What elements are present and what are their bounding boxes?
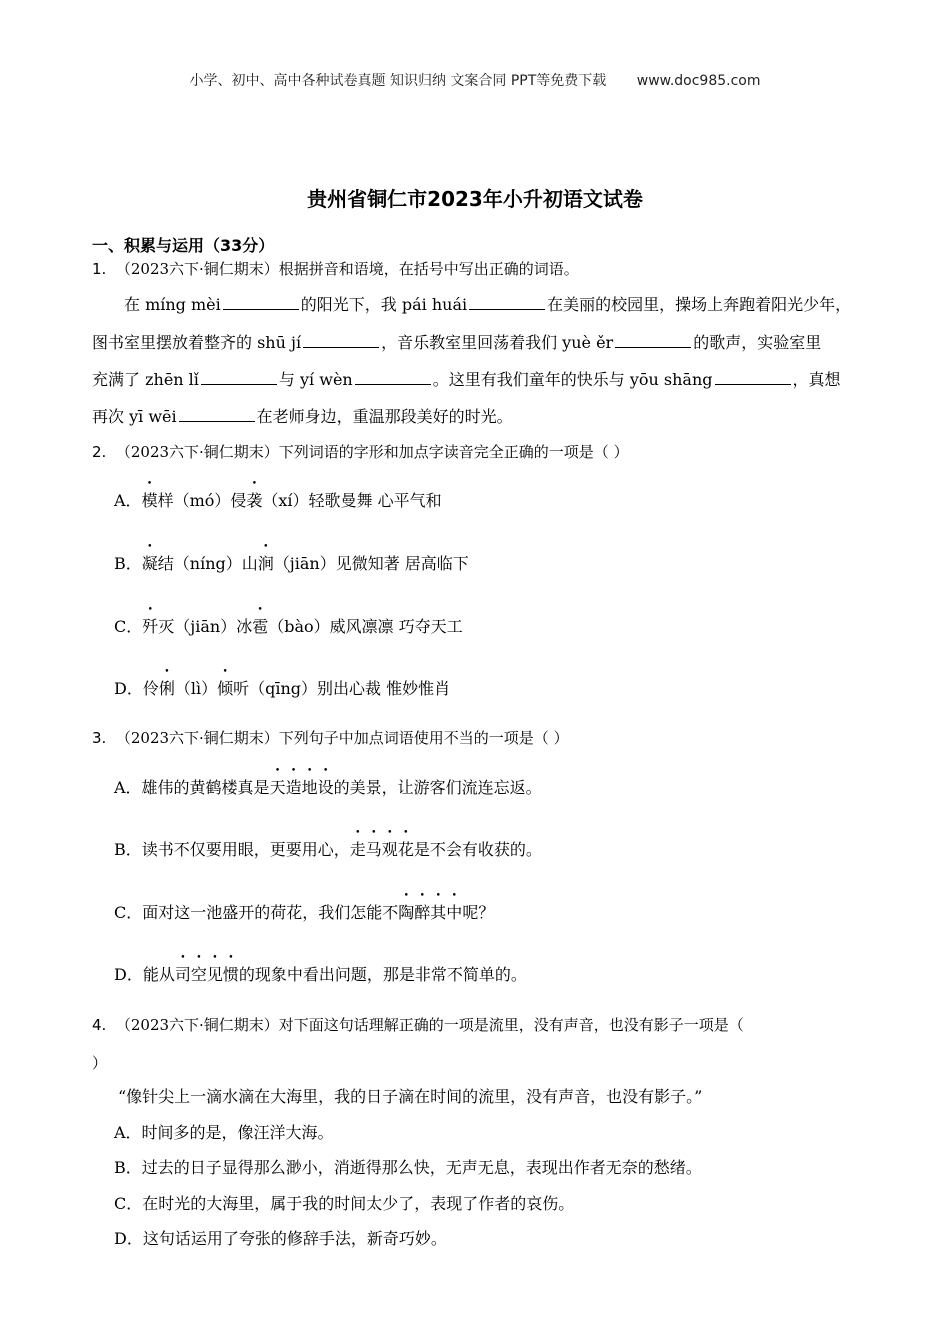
q1-text: 的歌声，实验室里 <box>693 333 822 352</box>
answer-blank[interactable] <box>715 370 791 385</box>
dotted-char: 司 <box>174 965 191 984</box>
question-text: （2023六下·铜仁期末）对下面这句话理解正确的一项是流里，没有声音，也没有影子一项是（ <box>115 1016 744 1034</box>
dotted-char: 马 <box>365 840 382 859</box>
q3-option-c[interactable] <box>114 903 494 923</box>
question-number: 2. <box>92 443 107 461</box>
option-text: B．读书不仅要用眼，更要用心， <box>114 840 350 859</box>
dotted-char: 走 <box>349 840 366 859</box>
q4-option-b[interactable]: B．过去的日子显得那么渺小，消逝得那么快，无声无息，表现出作者无奈的愁绪。 <box>114 1158 702 1177</box>
q1-text: 再次 yī wēi <box>92 407 177 426</box>
dotted-char: 天 <box>269 778 286 797</box>
question-text: （2023六下·铜仁期末）下列词语的字形和加点字读音完全正确的一项是（ ） <box>115 443 629 461</box>
question-text: （2023六下·铜仁期末）根据拼音和语境，在括号中写出正确的词语。 <box>115 260 579 278</box>
option-text: A．雄伟的黄鹤楼真是 <box>114 778 270 797</box>
answer-blank[interactable] <box>223 295 299 310</box>
option-text: 是不会有收获的。 <box>413 840 542 859</box>
option-text: 呢？ <box>462 903 495 922</box>
dotted-char: 地 <box>301 778 318 797</box>
question-number: 3. <box>92 729 107 747</box>
dotted-char: 雹 <box>252 617 269 636</box>
q1-line-3 <box>92 370 841 390</box>
option-text: A． <box>114 491 142 510</box>
dotted-char: 空 <box>190 965 207 984</box>
q1-text: 的阳光下，我 pái huái <box>300 295 468 314</box>
option-text: B． <box>114 554 142 573</box>
q3-option-b[interactable] <box>114 840 542 860</box>
q2-option-a[interactable] <box>114 491 442 511</box>
q3-option-a[interactable] <box>114 778 542 798</box>
question-number: 4. <box>92 1016 107 1034</box>
q1-text: 在 míng mèi <box>124 295 221 314</box>
q3-option-d[interactable] <box>114 965 527 985</box>
q1-text: 图书室里摆放着整齐的 shū jí <box>92 333 302 352</box>
dotted-char: 涧 <box>257 554 274 573</box>
answer-blank[interactable] <box>355 370 431 385</box>
q4-quote: “像针尖上一滴水滴在大海里，我的日子滴在时间的流里，没有声音，也没有影子。” <box>118 1087 703 1106</box>
dotted-char: 俐 <box>158 679 175 698</box>
dotted-char: 见 <box>206 965 223 984</box>
q1-text: 在美丽的校园里，操场上奔跑着阳光少年， <box>547 295 852 314</box>
option-text: （lì） <box>174 679 218 698</box>
q1-line-1 <box>124 295 851 315</box>
dotted-char: 凝 <box>141 554 158 573</box>
section-heading: 一、积累与运用（33分） <box>92 236 275 255</box>
page-header <box>0 70 950 90</box>
q1-line-2 <box>92 333 821 353</box>
dotted-char: 模 <box>141 491 158 510</box>
option-text: 听（qīng）别出心裁 惟妙惟肖 <box>233 679 451 698</box>
question-1-stem <box>92 259 579 279</box>
header-text: 小学、初中、高中各种试卷真题 知识归纳 文案合同 PPT等免费下载 <box>189 73 607 89</box>
answer-blank[interactable] <box>303 333 379 348</box>
q1-text: 。这里有我们童年的快乐与 yōu shāng <box>432 370 713 389</box>
q4-option-d[interactable]: D．这句话运用了夸张的修辞手法，新奇巧妙。 <box>114 1229 447 1248</box>
dotted-char: 中 <box>446 903 463 922</box>
option-text: D．伶 <box>114 679 159 698</box>
question-2-stem <box>92 442 629 462</box>
option-text: 结（níng）山 <box>157 554 258 573</box>
option-text: C．面对这一池盛开的荷花，我们怎能不 <box>114 903 399 922</box>
answer-blank[interactable] <box>179 407 255 422</box>
question-4-stem-end: ） <box>92 1054 108 1072</box>
q1-text: ，音乐教室里回荡着我们 yuè ěr <box>381 333 614 352</box>
header-site-link[interactable]: www.doc985.com <box>636 73 761 89</box>
dotted-char: 设 <box>317 778 334 797</box>
option-text: C． <box>114 617 143 636</box>
q1-line-4 <box>92 407 513 427</box>
answer-blank[interactable] <box>615 333 691 348</box>
dotted-char: 惯 <box>222 965 239 984</box>
option-text: （xí）轻歌曼舞 心平气和 <box>262 491 442 510</box>
q1-text: 与 yí wèn <box>278 370 353 389</box>
question-text: （2023六下·铜仁期末）下列句子中加点词语使用不当的一项是（ ） <box>115 729 569 747</box>
question-4-stem <box>92 1015 744 1035</box>
answer-blank[interactable] <box>469 295 545 310</box>
dotted-char: 花 <box>397 840 414 859</box>
option-text: 的美景，让游客们流连忘返。 <box>333 778 542 797</box>
q1-text: ，真想 <box>792 370 841 389</box>
dotted-char: 其 <box>430 903 447 922</box>
answer-blank[interactable] <box>201 370 277 385</box>
option-text: （bào）威风凛凛 巧夺天工 <box>268 617 463 636</box>
dotted-char: 观 <box>381 840 398 859</box>
option-text: 样（mó）侵 <box>157 491 247 510</box>
q2-option-b[interactable] <box>114 554 469 574</box>
option-text: （jiān）见微知著 居高临下 <box>273 554 469 573</box>
dotted-char: 倾 <box>217 679 234 698</box>
q2-option-d[interactable] <box>114 679 450 699</box>
dotted-char: 袭 <box>246 491 263 510</box>
q1-text: 在老师身边，重温那段美好的时光。 <box>256 407 513 426</box>
question-number: 1. <box>92 260 107 278</box>
option-text: 灭（jiān）冰 <box>158 617 253 636</box>
dotted-char: 陶 <box>398 903 415 922</box>
dotted-char: 造 <box>285 778 302 797</box>
q2-option-c[interactable] <box>114 617 463 637</box>
dotted-char: 歼 <box>142 617 159 636</box>
q4-option-a[interactable]: A．时间多的是，像汪洋大海。 <box>114 1123 334 1142</box>
option-text: D．能从 <box>114 965 175 984</box>
q1-text: 充满了 zhēn lǐ <box>92 370 199 389</box>
question-3-stem <box>92 728 569 748</box>
dotted-char: 醉 <box>414 903 431 922</box>
q4-option-c[interactable]: C．在时光的大海里，属于我的时间太少了，表现了作者的哀伤。 <box>114 1194 575 1213</box>
option-text: 的现象中看出问题，那是非常不简单的。 <box>238 965 527 984</box>
page-title: 贵州省铜仁市2023年小升初语文试卷 <box>307 187 643 211</box>
